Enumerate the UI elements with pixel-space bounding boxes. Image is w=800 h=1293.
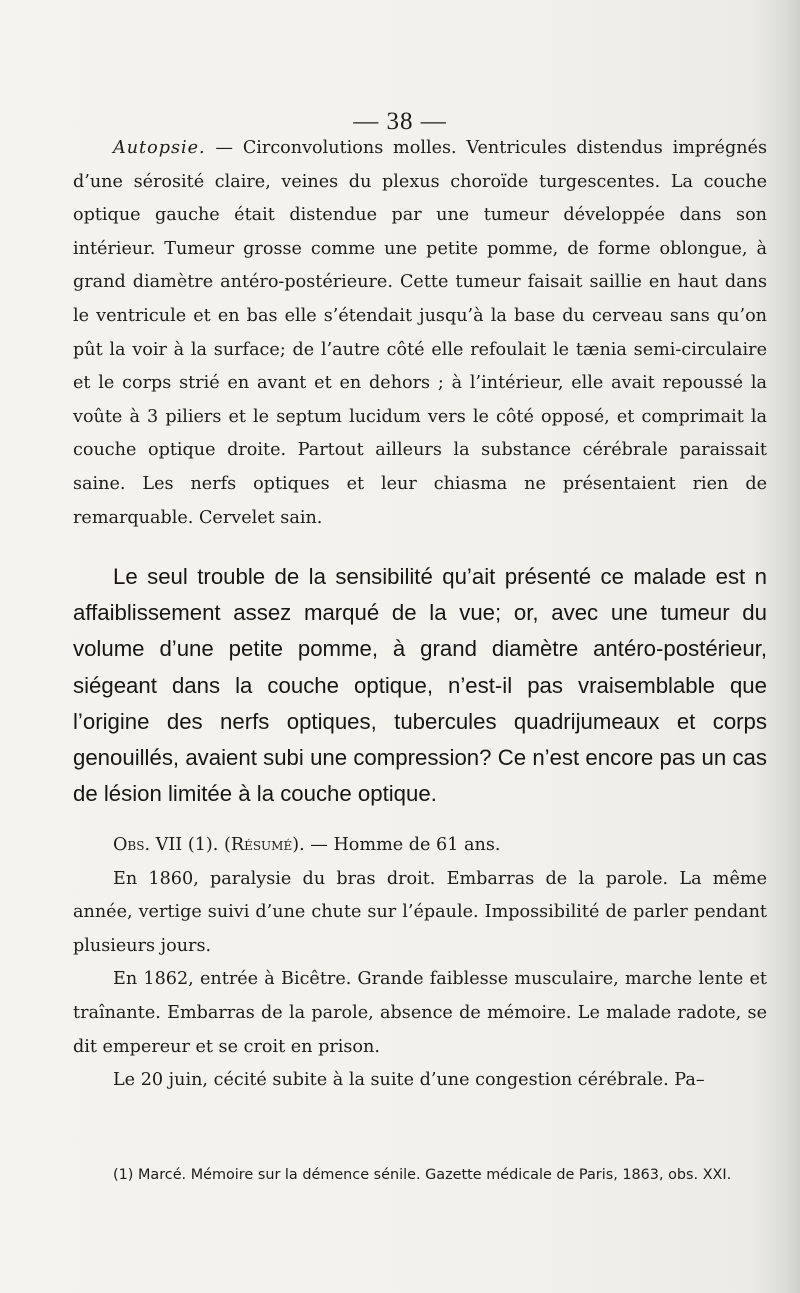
footnote: (1) Marcé. Mémoire sur la démence sénile. Gazette médicale de Paris, 1863, obs. XXI. xyxy=(113,1167,732,1183)
observation-heading xyxy=(73,829,767,863)
page-number: — 38 — xyxy=(353,108,447,135)
observation-paragraph: Le 20 juin, cécité subite à la suite d’une congestion cérébrale. Pa– xyxy=(113,1070,705,1091)
commentary-paragraph: Le seul trouble de la sensibilité qu’ait présenté ce malade est n affaiblissement assez marqué de la vue; or, avec une tumeur du volume d’une petite pomme, à grand diamètre antéro-postérieur, siégeant dans la couche optique, n’est-il pas vraisemblable que l’origine des nerfs optiques, tubercules quadrijumeaux et corps genouillés, avaient subi une compression? Ce n’est encore pas un cas de lésion limitée à la couche optique. xyxy=(73,564,767,807)
observation-paragraph: En 1860, paralysie du bras droit. Embarras de la parole. La même année, vertige suivi d’une chute sur l’épaule. Impossibilité de parler pendant plusieurs jours. xyxy=(73,868,767,956)
autopsy-text xyxy=(73,132,767,535)
observation-heading-rest: — Homme de 61 ans. xyxy=(304,835,501,855)
autopsy-label: Autopsie. xyxy=(113,138,206,158)
observation-paragraph: En 1862, entrée à Bicêtre. Grande faiblesse musculaire, marche lente et traînante. Embarras de la parole, absence de mémoire. Le malade radote, se dit empereur et se croit en prison. xyxy=(73,969,767,1057)
autopsy-paragraph xyxy=(73,132,767,535)
autopsy-body: — Circonvolutions molles. Ventricules distendus imprégnés d’une sérosité claire, veines du plexus choroïde turgescentes. La couche optique gauche était distendue par une tumeur développée dans son intérieur. Tumeur grosse comme une petite pomme, de forme oblongue, à grand diamètre antéro-postérieure. Cette tumeur faisait saillie en haut dans le ventricule et en bas elle s’étendait jusqu’à la base du cerveau sans qu’on pût la voir à la surface; de l’autre côté elle refoulait le tænia semi-circulaire et le corps strié en avant et en dehors ; à l’intérieur, elle avait repoussé la voûte à 3 piliers et le septum lucidum vers le côté opposé, et comprimait la couche optique droite. Partout ailleurs la substance cérébrale paraissait saine. Les nerfs optiques et leur chiasma ne présentaient rien de remarquable. Cervelet sain. xyxy=(73,138,767,528)
observation-label: Obs. VII (1). (Résumé). xyxy=(113,835,305,855)
observation-section xyxy=(73,829,767,1098)
